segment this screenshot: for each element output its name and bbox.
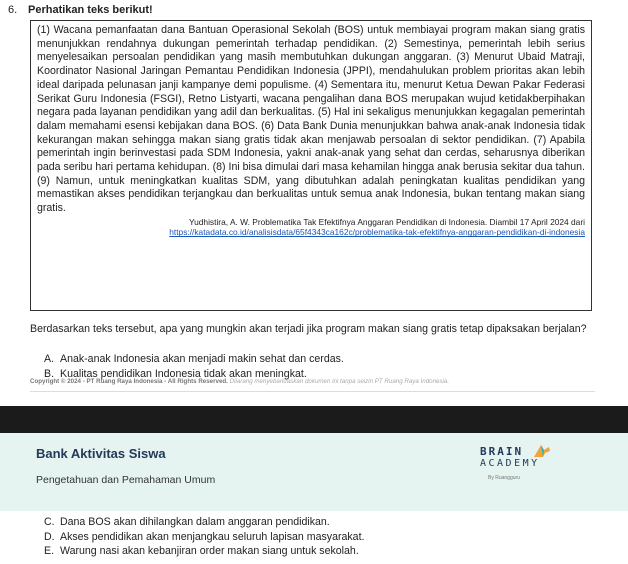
- question-header: [8, 4, 153, 16]
- copyright-notice: Dilarang menyebarluaskan dokumen ini tanpa seizin PT Ruang Raya Indonesia.: [229, 378, 450, 385]
- logo-line2: ACADEMY: [480, 458, 540, 469]
- option-text: Anak-anak Indonesia akan menjadi makin sehat dan cerdas.: [60, 353, 344, 365]
- option-e[interactable]: [44, 544, 604, 559]
- banner-subtitle: Pengetahuan dan Pemahaman Umum: [36, 474, 216, 486]
- source-block: [37, 217, 585, 238]
- options-list-bottom: [44, 515, 604, 559]
- option-text: Warung nasi akan kebanjiran order makan siang untuk sekolah.: [60, 545, 359, 557]
- copyright-text: Copyright © 2024 - PT Ruang Raya Indonesia - All Rights Reserved.: [30, 378, 228, 385]
- source-link[interactable]: https://katadata.co.id/analisisdata/65f4343ca162c/problematika-tak-efektifnya-anggaran-pendidikan-di-indonesia: [169, 227, 585, 238]
- option-text: Kualitas pendidikan Indonesia tidak akan meningkat.: [60, 367, 307, 380]
- source-citation: Yudhistira, A. W. Problematika Tak Efektifnya Anggaran Pendidikan di Indonesia. Diambil 17 April 2024 dari: [188, 216, 585, 227]
- passage-box: [30, 20, 592, 311]
- option-text: Dana BOS akan dihilangkan dalam anggaran pendidikan.: [60, 516, 330, 528]
- option-c[interactable]: [44, 515, 604, 530]
- option-letter: B.: [44, 367, 55, 380]
- option-letter: C.: [44, 516, 55, 528]
- section-banner: [0, 433, 628, 511]
- question-prompt: Berdasarkan teks tersebut, apa yang mungkin akan terjadi jika program makan siang gratis tetap dipaksakan berjalan?: [30, 323, 587, 335]
- option-letter: D.: [44, 530, 55, 543]
- option-a[interactable]: [44, 352, 604, 367]
- banner-title: Bank Aktivitas Siswa: [36, 446, 166, 461]
- option-d[interactable]: [44, 530, 604, 545]
- question-instruction: Perhatikan teks berikut!: [28, 4, 153, 16]
- logo-line1: BRAIN: [480, 445, 524, 458]
- copyright-footer: [30, 378, 610, 385]
- brain-bulb-icon: [532, 443, 552, 459]
- option-letter: A.: [44, 353, 55, 365]
- question-number: 6.: [8, 4, 18, 16]
- logo-byline: By Ruangguru: [488, 475, 520, 481]
- footer-divider: [30, 391, 595, 392]
- option-text: Akses pendidikan akan menjangkau seluruh lapisan masyarakat.: [60, 530, 365, 543]
- options-list-top: [44, 352, 604, 381]
- option-letter: E.: [44, 545, 55, 557]
- brain-academy-logo: [480, 445, 590, 481]
- page-break-band: [0, 406, 628, 433]
- passage-text: (1) Wacana pemanfaatan dana Bantuan Operasional Sekolah (BOS) untuk membiayai program makan siang gratis menunjukkan rendahnya dukungan pemerintah terhadap pendidikan. (2) Semestinya, pemerintah lebih serius menyelesaikan persoalan pendidikan yang masih membutuhkan dukungan anggaran. (3) Menurut Ubaid Matraji, Koordinator Nasional Jaringan Pemantau Pendidikan Indonesia (JPPI), mendahulukan problem prioritas akan lebih ideal daripada pelunasan janji kampanye demi populisme. (4) Sementara itu, menurut Ketua Dewan Pakar Federasi Serikat Guru Indonesia (FSGI), Retno Listyarti, wacana pengalihan dana BOS merupakan wujud ketidakberpihakan negara pada layanan pendidikan yang adil dan berkualitas. (5) Hal ini sekaligus menunjukkan kegagalan pemerintah dalam memahami esensi kebijakan dana BOS. (6) Data Bank Dunia menunjukkan bahwa anak-anak Indonesia tidak kekurangan makan sehingga makan siang gratis tidak akan menjawab persoalan di sektor pendidikan. (7) Apabila pemerintah ingin berinvestasi pada SDM Indonesia, yakni anak-anak yang sehat dan cerdas, seharusnya diberikan pada seribu hari pertama kehidupan. (8) Ini bisa dimulai dari masa kehamilan hingga anak berusia sekitar dua tahun. (9) Namun, untuk meningkatkan kualitas SDM, yang dibutuhkan adalah peningkatan kualitas pendidikan yang memastikan akses pendidikan terjangkau dan berkualitas untuk semua anak Indonesia, bukan tentang makan siang gratis.: [37, 24, 585, 215]
